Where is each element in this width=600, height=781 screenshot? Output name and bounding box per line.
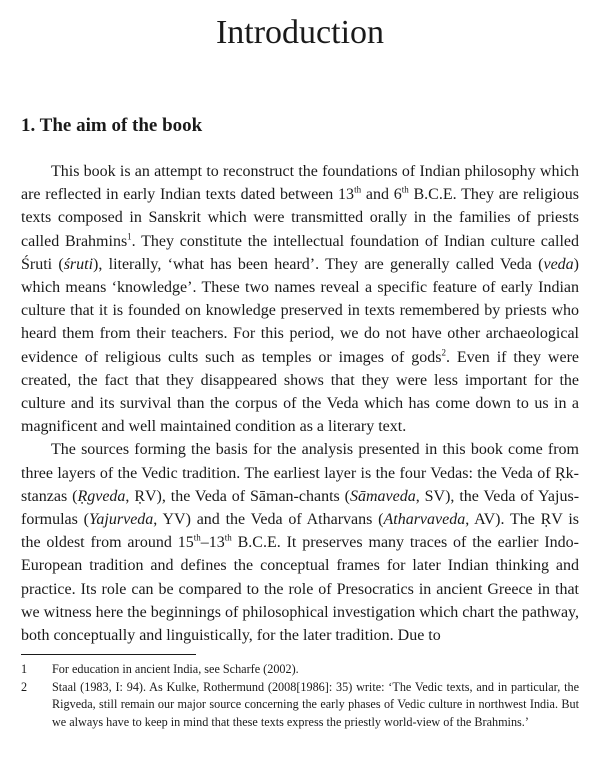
italic-term: Atharvaveda [383,511,466,529]
italic-term: Ṛgveda [77,487,126,505]
italic-term: śruti [63,255,94,273]
text-run: . They constitute the intellectual foundation of Indian culture called Śruti ( [21,232,579,273]
superscript: th [224,532,232,543]
footnote-2 [21,679,579,732]
italic-term: Yajurveda [88,511,154,529]
text-run: –13 [200,534,225,552]
text-run: and 6 [361,186,402,204]
footnote-text: For education in ancient India, see Scharfe (2002). [52,662,299,676]
text-run: , AV). The ṚV is the oldest from around 15 [21,511,580,552]
footnote-number: 1 [21,662,28,676]
superscript: 2 [441,347,446,358]
book-page [21,0,579,781]
italic-term: Sāmaveda [349,487,416,505]
section-title: The aim of the book [39,115,203,136]
text-run: ) which means ‘knowledge’. These two names reveal a specific feature of early Indian culture that it is founded on knowledge preserved in texts remembered by priests who heard them from their teachers. For this period, we do not have other archaeological evidence of religious cults such as temples or images of gods [21,255,579,366]
italic-term: veda [543,255,574,273]
body-text [21,160,579,647]
superscript: th [354,184,362,195]
text-run: , ṚV), the Veda of Sāman-chants ( [125,487,350,505]
text-run: B.C.E. It preserves many traces of the earlier Indo-European tradition and defines the conceptual frames for later Indian thinking and practice. Its role can be compared to the role of Presocratics in ancient Greece in that we witness here the beginnings of philosophical investigation which chart the pathway, both conceptually and linguistically, for the later tradition. Due to [21,534,580,645]
paragraph-2 [21,438,579,647]
footnote-divider [21,654,196,655]
paragraph-1 [21,160,579,438]
text-run: , SV), the Veda of Yajus-formulas ( [21,487,580,529]
footnote-number: 2 [21,679,28,694]
chapter-title: Introduction [215,14,385,51]
text-run: . Even if they were created, the fact that they disappeared shows that they were less important for the culture and its survival than the corpus of the Veda which has come down to us in a magnificent and well maintained condition as a literary text. [21,348,580,436]
footnote-text: Staal (1983, I: 94). As Kulke, Rothermund (2008[1986]: 35) write: ‘The Vedic texts, and in particular, the Rigveda, still remain our major source concerning the early phases of Vedic culture in northwest India. But we always have to keep in mind that these texts express the priestly world-view of the Brahmins.’ [52,679,579,729]
footnotes [21,661,579,731]
text-run: ), literally, ‘what has been heard’. They are generally called Veda ( [93,255,544,273]
footnote-1 [21,661,579,679]
superscript: th [193,532,201,543]
superscript: 1 [127,231,132,242]
section-number: 1. [21,115,36,136]
text-run: The sources forming the basis for the analysis presented in this book come from three layers of the Vedic tradition. The earliest layer is the four Vedas: the Veda of Ṛk-stanzas ( [21,441,579,505]
text-run: This book is an attempt to reconstruct the foundations of Indian philosophy which are reflected in early Indian texts dated between 13 [21,163,579,204]
text-run: B.C.E. They are religious texts composed in Sanskrit which were transmitted orally in the families of priests called Brahmins [21,186,580,250]
superscript: th [401,184,409,195]
text-run: , YV) and the Veda of Atharvans ( [153,511,384,529]
section-heading [21,114,202,138]
